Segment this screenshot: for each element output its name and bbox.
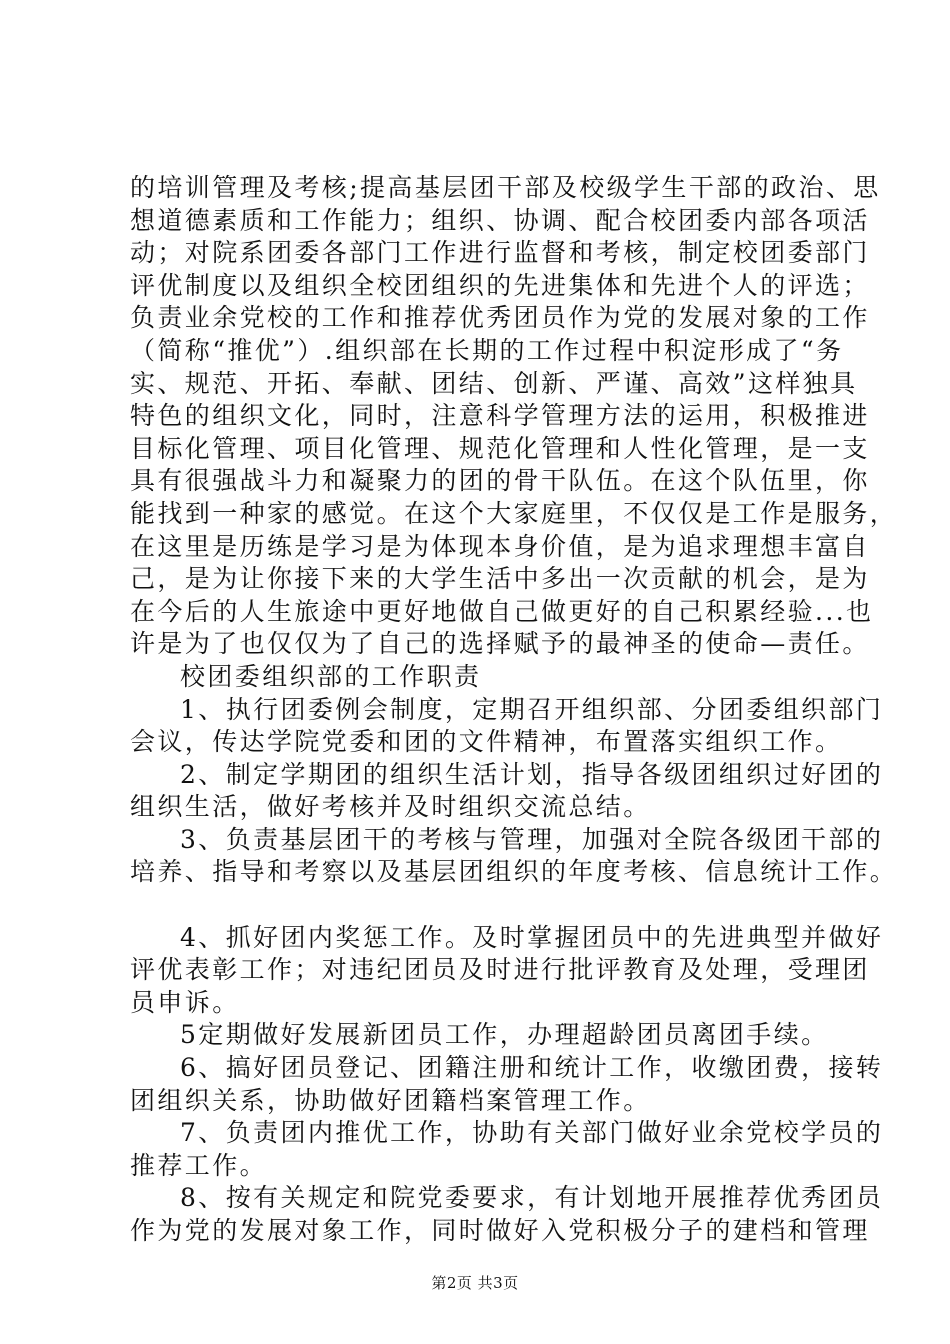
page-number-footer: 第2页 共3页 xyxy=(431,1274,519,1292)
text-line: 负责业余党校的工作和推荐优秀团员作为党的发展对象的工作 xyxy=(130,303,870,333)
duty-item-7: 7、负责团内推优工作，协助有关部门做好业余党校学员的 xyxy=(180,1118,884,1148)
text-line: 在这里是历练是学习是为体现本身价值，是为追求理想丰富自 xyxy=(130,531,870,561)
text-line: 想道德素质和工作能力；组织、协调、配合校团委内部各项活 xyxy=(130,205,870,235)
text-line: 己，是为让你接下来的大学生活中多出一次贡献的机会，是为 xyxy=(130,564,870,594)
duty-item-2: 2、制定学期团的组织生活计划，指导各级团组织过好团的 xyxy=(180,759,884,789)
text-line: 组织生活，做好考核并及时组织交流总结。 xyxy=(130,792,651,822)
text-line: 许是为了也仅仅为了自己的选择赋予的最神圣的使命—责任。 xyxy=(130,629,870,659)
duty-item-4: 4、抓好团内奖惩工作。及时掌握团员中的先进典型并做好 xyxy=(180,922,884,952)
text-line: 培养、指导和考察以及基层团组织的年度考核、信息统计工作。 xyxy=(130,857,898,887)
duty-item-3: 3、负责基层团干的考核与管理，加强对全院各级团干部的 xyxy=(180,824,884,854)
text-line: （简称“推优”）.组织部在长期的工作过程中积淀形成了“务 xyxy=(130,335,844,365)
text-line: 评优制度以及组织全校团组织的先进集体和先进个人的评选； xyxy=(130,270,870,300)
text-line: 的培训管理及考核;提高基层团干部及校级学生干部的政治、思 xyxy=(130,173,881,202)
section-heading: 校团委组织部的工作职责 xyxy=(180,661,482,691)
duty-item-5: 5定期做好发展新团员工作，办理超龄团员离团手续。 xyxy=(180,1020,829,1050)
text-line: 特色的组织文化，同时，注意科学管理方法的运用，积极推进 xyxy=(130,401,870,431)
text-line: 能找到一种家的感觉。在这个大家庭里，不仅仅是工作是服务， xyxy=(130,498,898,528)
text-line: 在今后的人生旅途中更好地做自己做更好的自己积累经验...也 xyxy=(130,596,874,626)
blank-line xyxy=(130,889,850,922)
text-line: 员申诉。 xyxy=(130,987,240,1017)
text-line: 实、规范、开拓、奉献、团结、创新、严谨、高效”这样独具 xyxy=(130,368,858,398)
duty-item-6: 6、搞好团员登记、团籍注册和统计工作，收缴团费，接转 xyxy=(180,1053,884,1083)
duty-item-1: 1、执行团委例会制度，定期召开组织部、分团委组织部门 xyxy=(180,694,884,724)
text-line: 会议，传达学院党委和团的文件精神，布置落实组织工作。 xyxy=(130,727,843,757)
text-line: 团组织关系，协助做好团籍档案管理工作。 xyxy=(130,1085,651,1115)
text-line: 目标化管理、项目化管理、规范化管理和人性化管理，是一支 xyxy=(130,433,870,463)
text-line: 推荐工作。 xyxy=(130,1150,268,1180)
text-line: 动；对院系团委各部门工作进行监督和考核，制定校团委部门 xyxy=(130,238,870,268)
text-line: 作为党的发展对象工作，同时做好入党积极分子的建档和管理 xyxy=(130,1216,870,1245)
duty-item-8: 8、按有关规定和院党委要求，有计划地开展推荐优秀团员 xyxy=(180,1183,884,1213)
document-body xyxy=(130,172,898,1248)
text-line: 评优表彰工作；对违纪团员及时进行批评教育及处理，受理团 xyxy=(130,955,870,985)
text-line: 具有很强战斗力和凝聚力的团的骨干队伍。在这个队伍里，你 xyxy=(130,466,870,496)
